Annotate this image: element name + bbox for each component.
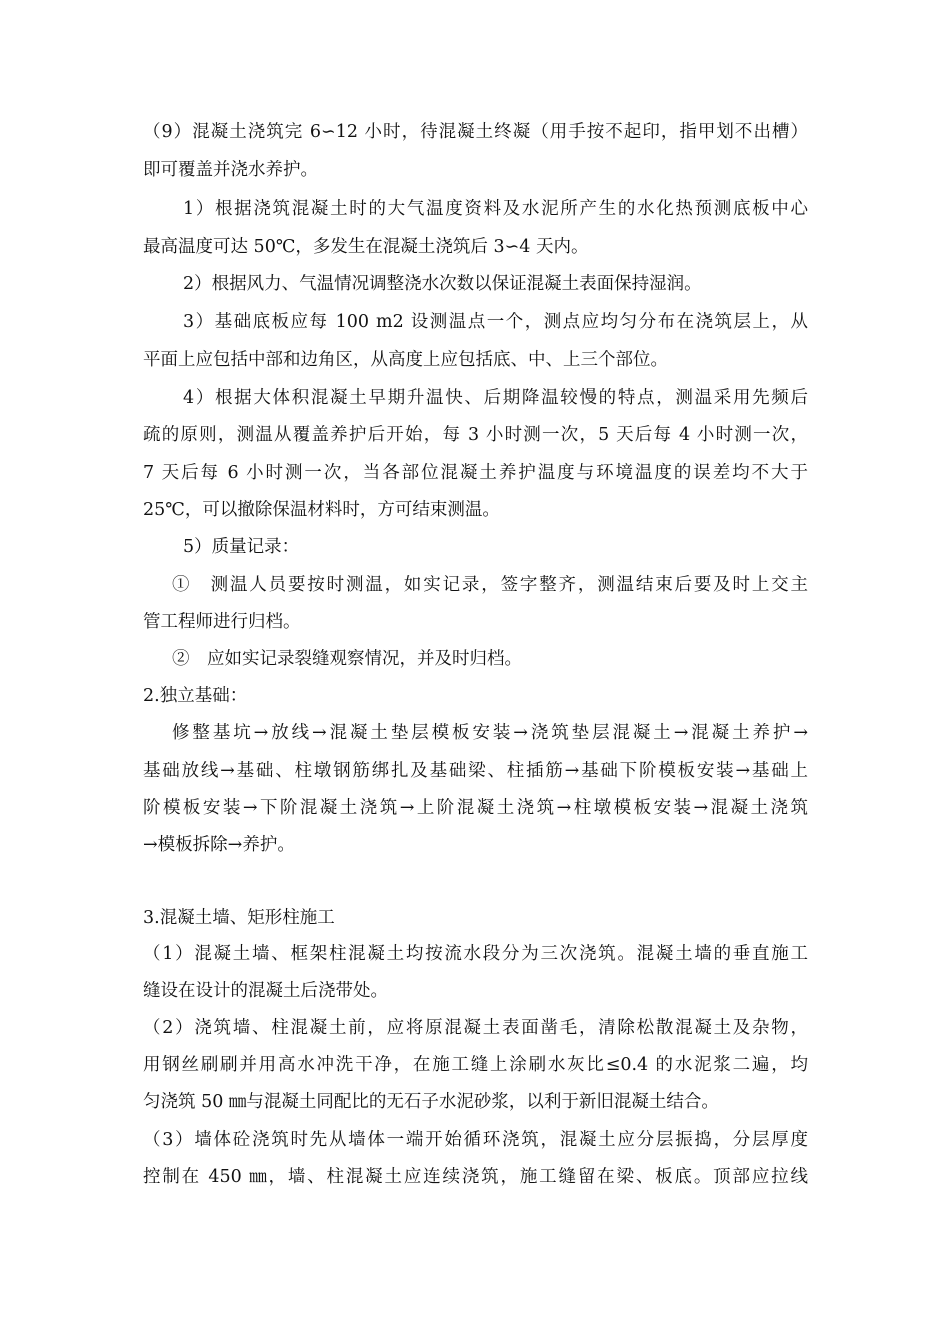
text-line: 管工程师进行归档。	[143, 612, 301, 632]
text-line: 基础放线→基础、柱墩钢筋绑扎及基础梁、柱插筋→基础下阶模板安装→基础上	[143, 761, 808, 781]
text-line: 1）根据浇筑混凝土时的大气温度资料及水泥所产生的水化热预测底板中心	[183, 199, 808, 219]
text-line: 5）质量记录：	[183, 537, 300, 557]
text-line: 最高温度可达 50℃，多发生在混凝土浇筑后 3∽4 天内。	[143, 237, 589, 257]
text-line: →模板拆除→养护。	[143, 835, 295, 855]
text-line: 缝设在设计的混凝土后浇带处。	[143, 981, 388, 1001]
text-line: 用钢丝刷刷并用高水冲洗干净，在施工缝上涂刷水灰比≤0.4 的水泥浆二遍，均	[143, 1055, 808, 1075]
text-line: （9）混凝土浇筑完 6∽12 小时，待混凝土终凝（用手按不起印，指甲划不出槽）	[143, 122, 808, 142]
text-line: （1）混凝土墙、框架柱混凝土均按流水段分为三次浇筑。混凝土墙的垂直施工	[143, 944, 808, 964]
text-line: ① 测温人员要按时测温，如实记录，签字整齐，测温结束后要及时上交主	[172, 575, 808, 595]
text-line: 控制在 450 ㎜，墙、柱混凝土应连续浇筑，施工缝留在梁、板底。顶部应拉线	[143, 1167, 808, 1187]
text-line: 25℃，可以撤除保温材料时，方可结束测温。	[143, 500, 500, 520]
text-line: 平面上应包括中部和边角区，从高度上应包括底、中、上三个部位。	[143, 350, 668, 370]
text-line: （3）墙体砼浇筑时先从墙体一端开始循环浇筑，混凝土应分层振捣，分层厚度	[143, 1130, 808, 1150]
text-line: 3）基础底板应每 100 m2 设测温点一个，测点应均匀分布在浇筑层上，从	[183, 312, 808, 332]
text-line: ② 应如实记录裂缝观察情况，并及时归档。	[172, 649, 522, 669]
text-line: 即可覆盖并浇水养护。	[143, 160, 318, 180]
section-heading: 3.混凝土墙、矩形柱施工	[143, 908, 335, 928]
text-line: 匀浇筑 50 ㎜与混凝土同配比的无石子水泥砂浆，以利于新旧混凝土结合。	[143, 1092, 719, 1112]
text-line: 阶模板安装→下阶混凝土浇筑→上阶混凝土浇筑→柱墩模板安装→混凝土浇筑	[143, 798, 808, 818]
text-line: 2）根据风力、气温情况调整浇水次数以保证混凝土表面保持湿润。	[183, 274, 702, 294]
text-line: 疏的原则，测温从覆盖养护后开始，每 3 小时测一次，5 天后每 4 小时测一次，	[143, 425, 808, 445]
section-heading: 2.独立基础：	[143, 686, 248, 706]
text-line: 修整基坑→放线→混凝土垫层模板安装→浇筑垫层混凝土→混凝土养护→	[172, 723, 808, 743]
text-line: 4）根据大体积混凝土早期升温快、后期降温较慢的特点，测温采用先频后	[183, 388, 808, 408]
text-line: 7 天后每 6 小时测一次，当各部位混凝土养护温度与环境温度的误差均不大于	[143, 463, 808, 483]
text-line: （2）浇筑墙、柱混凝土前，应将原混凝土表面凿毛，清除松散混凝土及杂物，	[143, 1018, 808, 1038]
